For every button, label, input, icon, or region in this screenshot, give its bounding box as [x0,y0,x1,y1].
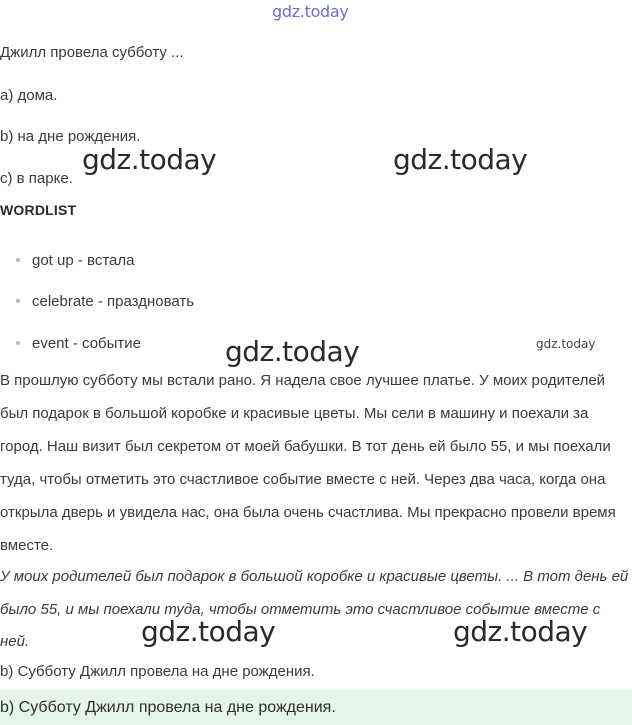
wordlist-item [16,293,194,310]
bullet-dot-icon [16,258,20,262]
watermark: gdz.today [453,615,588,648]
option-c: c) в парке. [0,170,73,187]
translation-paragraph: В прошлую субботу мы встали рано. Я надела свое лучшее платье. У моих родителей был подарок в большой коробке и красивые цветы. Мы сели в машину и поехали за город. Наш визит был секретом от моей бабушки. В тот день ей было 55, и мы поехали туда, чтобы отметить это счастливое событие вместе с ней. Через два часа, когда она открыла дверь и увидела нас, она была очень счастлива. Мы прекрасно провели время вместе. [0,372,616,554]
answer-highlight: b) Субботу Джилл провела на дне рождения. [0,690,632,725]
wordlist-item [16,252,134,269]
option-a: a) дома. [0,87,58,104]
watermark-top: gdz.today [272,2,349,21]
answer-text: b) Субботу Джилл провела на дне рождения. [0,663,315,680]
wordlist-item-text: event - событие [32,335,141,352]
option-b: b) на дне рождения. [0,128,141,145]
wordlist-item-text: celebrate - праздновать [32,293,195,310]
watermark: gdz.today [393,143,528,176]
watermark: gdz.today [141,615,276,648]
bullet-dot-icon [16,341,20,345]
watermark-small: gdz.today [536,337,596,351]
wordlist-item-text: got up - встала [32,252,135,269]
wordlist-heading: WORDLIST [0,202,77,218]
watermark: gdz.today [82,143,217,176]
evidence-quote: У моих родителей был подарок в большой коробке и красивые цветы. ... В тот день ей было 55, и мы поехали туда, чтобы отметить это счастливое событие вместе с ней. [0,568,629,650]
wordlist-item [16,335,141,352]
bullet-dot-icon [16,299,20,303]
watermark: gdz.today [225,335,360,368]
question-prompt: Джилл провела субботу ... [0,44,184,61]
